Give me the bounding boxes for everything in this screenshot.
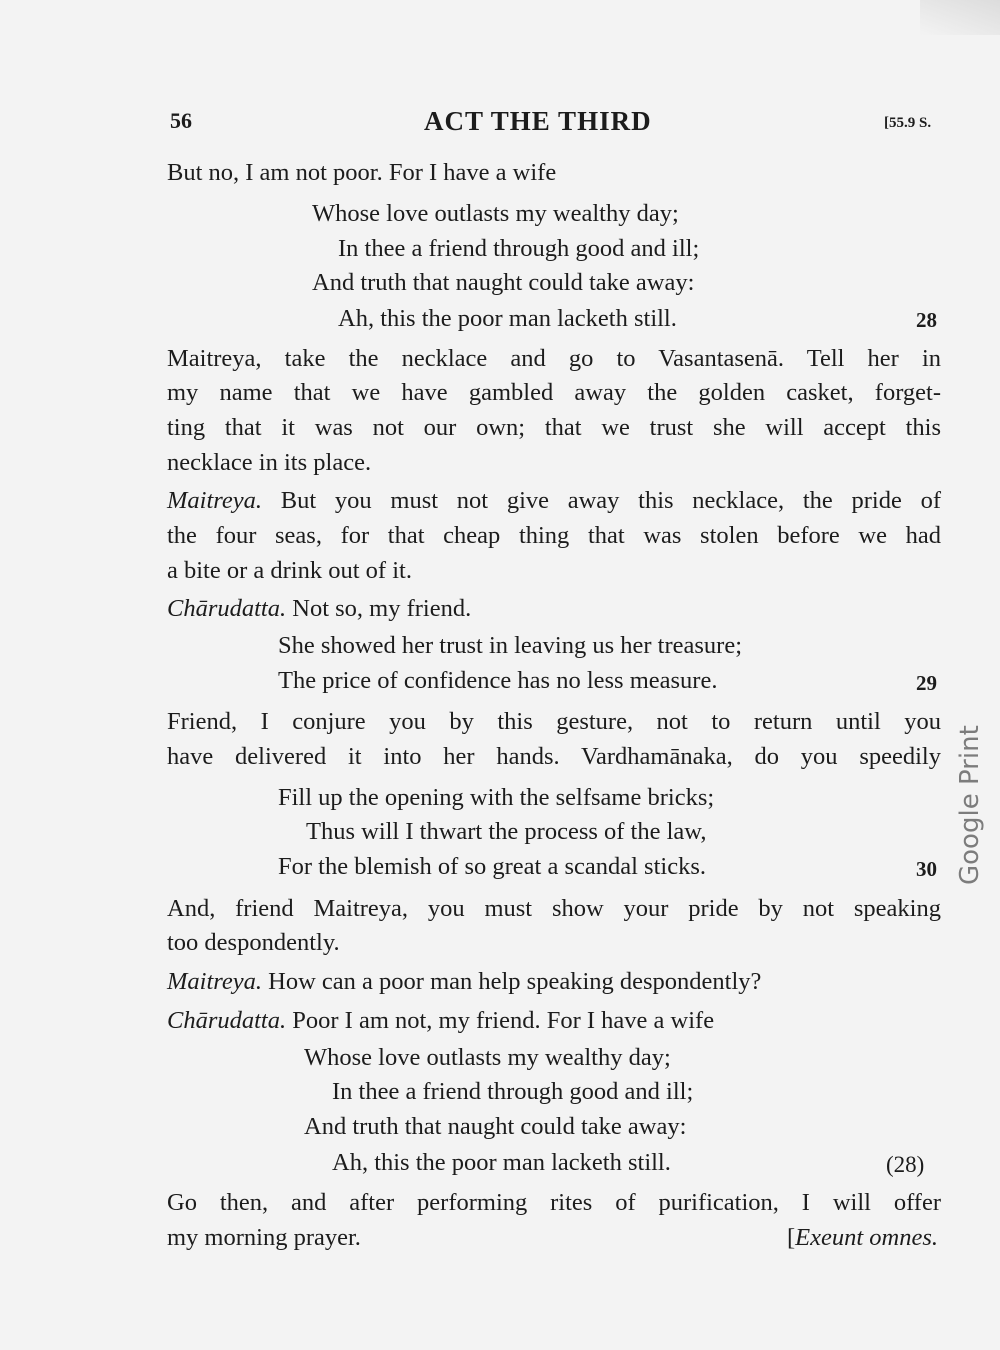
verse-line: Ah, this the poor man lacketh still. [332, 1149, 671, 1176]
text-line: Maitreya, take the necklace and go to Vasantasenā. Tell her in [167, 345, 941, 372]
speech-line: Chārudatta. Poor I am not, my friend. For I have a wife [167, 1007, 715, 1034]
verse-line: And truth that naught could take away: [312, 269, 695, 296]
verse-line: Thus will I thwart the process of the law, [306, 818, 707, 845]
speaker-name: Maitreya. [167, 968, 263, 995]
verse-number: (28) [886, 1152, 925, 1177]
verse-line: And truth that naught could take away: [304, 1113, 687, 1140]
text-line: Friend, I conjure you by this gesture, not to return until you [167, 708, 941, 735]
text-line: necklace in its place. [167, 449, 372, 476]
running-title: ACT THE THIRD [424, 106, 652, 136]
verse-line: Ah, this the poor man lacketh still. [338, 305, 677, 332]
speaker-name: Chārudatta. [167, 1007, 287, 1034]
page-number: 56 [170, 108, 192, 133]
scan-shadow [920, 0, 1000, 35]
google-print-watermark: Google Print [955, 725, 985, 885]
verse-line: In thee a friend through good and ill; [332, 1078, 694, 1105]
speech-line: Maitreya. But you must not give away this necklace, the pride of [167, 487, 941, 514]
text-line: And, friend Maitreya, you must show your pride by not speaking [167, 895, 941, 922]
verse-line: Whose love outlasts my wealthy day; [312, 200, 679, 227]
page-reference: [55.9 S. [884, 115, 932, 131]
text-line: too despondently. [167, 929, 340, 956]
verse-line: Whose love outlasts my wealthy day; [304, 1044, 671, 1071]
text-line: my morning prayer. [167, 1224, 361, 1251]
verse-line: In thee a friend through good and ill; [338, 235, 700, 262]
verse-number: 28 [916, 308, 937, 332]
speech-line: Chārudatta. Not so, my friend. [167, 595, 472, 622]
verse-line: Fill up the opening with the selfsame bricks; [278, 784, 715, 811]
verse-number: 30 [916, 857, 937, 881]
verse-number: 29 [916, 671, 937, 695]
stage-direction: [Exeunt omnes. [786, 1224, 938, 1251]
verse-line: The price of confidence has no less measure. [278, 667, 718, 694]
text-line: Go then, and after performing rites of purification, I will offer [167, 1189, 941, 1216]
speaker-name: Chārudatta. [167, 595, 287, 622]
text-line: a bite or a drink out of it. [167, 557, 412, 584]
text-line: the four seas, for that cheap thing that was stolen before we had [167, 522, 941, 549]
text-line: But no, I am not poor. For I have a wife [167, 159, 557, 186]
text-line: ting that it was not our own; that we trust she will accept this [167, 414, 941, 441]
text-line: my name that we have gambled away the golden casket, forget- [167, 379, 941, 406]
speech-line: Maitreya. How can a poor man help speaking despondently? [167, 968, 762, 995]
verse-line: For the blemish of so great a scandal sticks. [278, 853, 706, 880]
text-line: have delivered it into her hands. Vardhamānaka, do you speedily [167, 743, 941, 770]
verse-line: She showed her trust in leaving us her treasure; [278, 632, 743, 659]
speaker-name: Maitreya. [167, 487, 263, 514]
